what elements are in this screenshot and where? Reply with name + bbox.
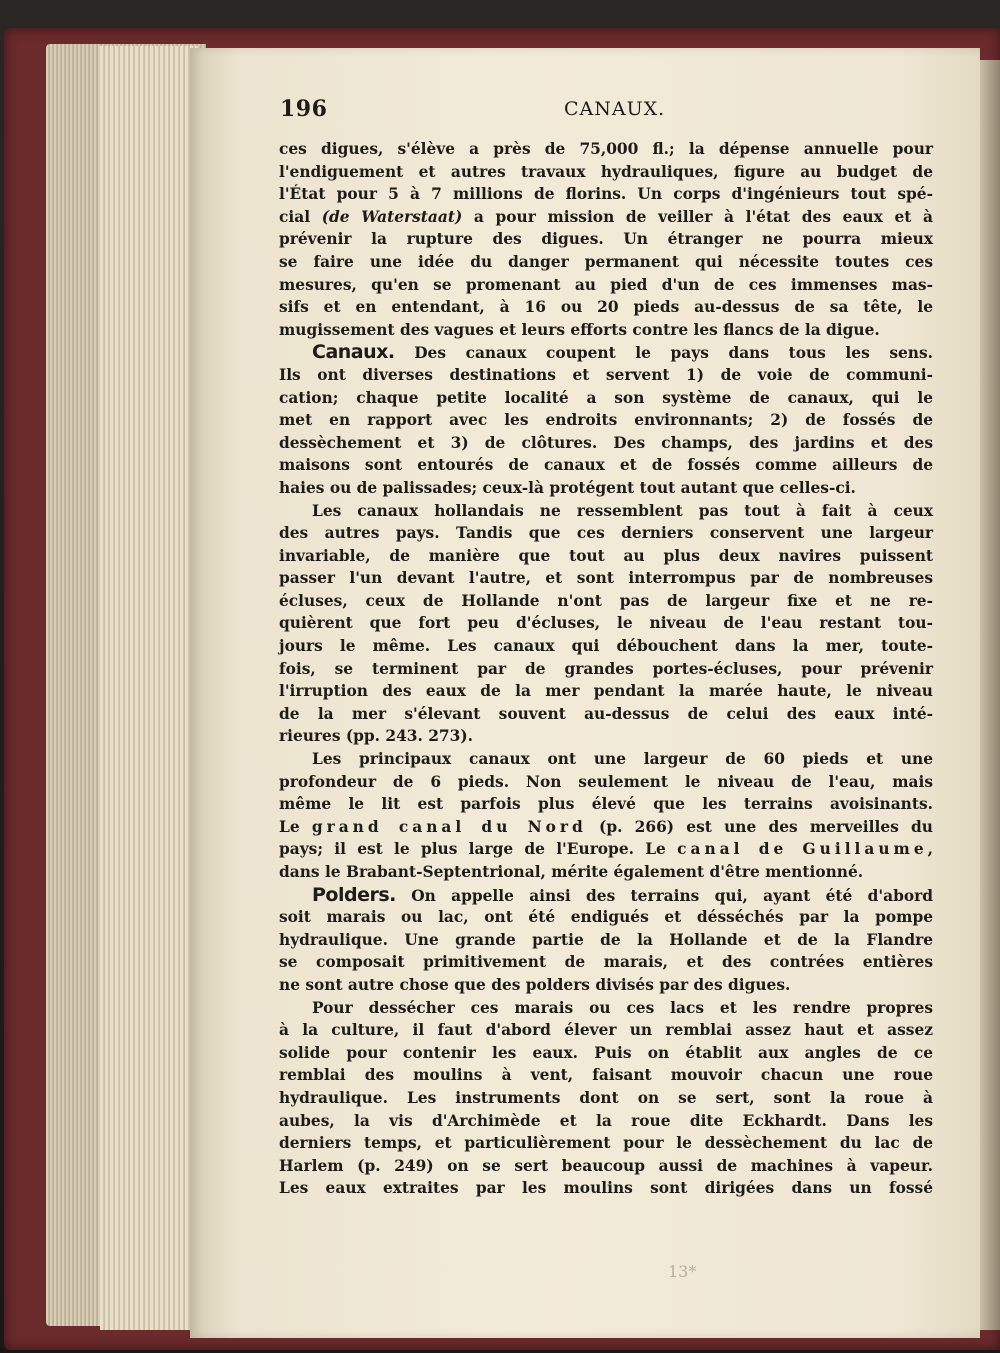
text-fragment: , (927, 840, 933, 859)
text-line: haies ou de palissades; ceux-là protégent tout autant que celles-ci. (279, 478, 856, 497)
text-line (279, 816, 933, 839)
text-line: passer l'un devant l'autre, et sont interrompus par de nombreuses (279, 569, 933, 588)
body-text (279, 138, 933, 1200)
text-line: solide pour contenir les eaux. Puis on établit aux angles de ce (279, 1043, 933, 1062)
text-line: derniers temps, et particulièrement pour le dessèchement du lac de (279, 1134, 933, 1153)
text-line: rieures (pp. 243. 273). (279, 727, 473, 746)
text-line: l'irruption des eaux de la mer pendant la marée haute, le niveau (279, 682, 933, 701)
text-line: cation; chaque petite localité a son système de canaux, qui le (279, 388, 933, 407)
text-line: l'État pour 5 à 7 millions de florins. Un corps d'ingénieurs tout spé- (279, 185, 933, 204)
spaced-term: grand canal du Nord (311, 817, 587, 836)
text-line: hydraulique. Les instruments dont on se sert, sont la roue à (279, 1088, 933, 1107)
text-line: met en rapport avec les endroits environnants; 2) de fossés de (279, 411, 933, 430)
text-line: invariable, de manière que tout au plus deux navires puissent (279, 546, 933, 565)
text-line: ces digues, s'élève a près de 75,000 fl.; la dépense annuelle pour (279, 140, 933, 158)
text-line: sifs et en entendant, à 16 ou 20 pieds au-dessus de sa tête, le (279, 298, 933, 317)
text-line: quièrent que fort peu d'écluses, le niveau de l'eau restant tou- (279, 614, 933, 633)
text-line: se faire une idée du danger permanent qui nécessite toutes ces (279, 252, 933, 271)
text-fragment: pays; il est le plus large de l'Europe. Le (279, 840, 678, 859)
text-line: maisons sont entourés de canaux et de fossés comme ailleurs de (279, 456, 933, 475)
text-fragment: Le (279, 817, 312, 836)
text-line: écluses, ceux de Hollande n'ont pas de largeur fixe et ne re- (279, 591, 933, 610)
text-line (279, 884, 933, 907)
text-fragment: On appelle ainsi des terrains qui, ayant été d'abord (395, 886, 933, 905)
spaced-term: canal de Guillaume (677, 840, 928, 859)
text-line: remblai des moulins à vent, faisant mouvoir chacun une roue (279, 1066, 933, 1085)
italic-term: (de Waterstaat) (321, 207, 463, 226)
text-line: de la mer s'élevant souvent au-dessus de celui des eaux inté- (279, 704, 933, 723)
text-line: dessèchement et 3) de clôtures. Des champs, des jardins et des (279, 433, 933, 452)
text-line: ne sont autre chose que des polders divisés par des digues. (279, 975, 791, 994)
text-line: Les principaux canaux ont une largeur de 60 pieds et une (312, 750, 933, 769)
text-line (279, 341, 933, 364)
text-line (279, 206, 933, 229)
text-line: aubes, la vis d'Archimède et la roue dite Eckhardt. Dans les (279, 1111, 933, 1130)
text-line: se composait primitivement de marais, et des contrées entières (279, 953, 933, 972)
section-heading-canaux: Canaux. (312, 341, 395, 364)
running-title: CANAUX. (564, 98, 666, 120)
text-line: hydraulique. Une grande partie de la Hollande et de la Flandre (279, 930, 933, 949)
page-number: 196 (280, 96, 328, 122)
text-line: prévenir la rupture des digues. Un étranger ne pourra mieux (279, 230, 933, 249)
page-stack (100, 46, 200, 1330)
text-line: Les canaux hollandais ne ressemblent pas tout à fait à ceux (312, 501, 933, 520)
text-fragment: Des canaux coupent le pays dans tous les sens. (394, 344, 933, 363)
text-fragment: a pour mission de veiller à l'état des eaux et à (462, 207, 933, 226)
text-line: même le lit est parfois plus élevé que les terrains avoisinants. (279, 795, 933, 814)
text-line: profondeur de 6 pieds. Non seulement le niveau de l'eau, mais (279, 772, 933, 791)
text-line: mugissement des vagues et leurs efforts contre les flancs de la digue. (279, 320, 880, 339)
text-line: Ils ont diverses destinations et servent 1) de voie de communi- (279, 365, 933, 384)
text-fragment: (p. 266) est une des merveilles du (586, 817, 933, 836)
text-line: dans le Brabant-Septentrional, mérite également d'être mentionné. (279, 863, 864, 881)
text-line: mesures, qu'en se promenant au pied d'un de ces immenses mas- (279, 275, 933, 294)
text-line: Harlem (p. 249) on se sert beaucoup aussi de machines à vapeur. (279, 1156, 933, 1175)
signature-mark: 13* (668, 1262, 697, 1281)
text-line: soit marais ou lac, ont été endigués et désséchés par la pompe (279, 908, 933, 927)
text-line: l'endiguement et autres travaux hydrauliques, figure au budget de (279, 162, 933, 181)
text-line: jours le même. Les canaux qui débouchent dans la mer, toute- (279, 637, 933, 656)
text-line (279, 838, 933, 861)
text-fragment: cial (279, 207, 322, 226)
facing-page-edge (980, 60, 1000, 1330)
text-line: Les eaux extraites par les moulins sont dirigées dans un fossé (279, 1179, 933, 1198)
text-line: fois, se terminent par de grandes portes-écluses, pour prévenir (279, 659, 933, 678)
text-line: à la culture, il faut d'abord élever un remblai assez haut et assez (279, 1021, 933, 1040)
page-header (280, 96, 932, 126)
text-line: des autres pays. Tandis que ces derniers conservent une largeur (279, 524, 933, 543)
section-heading-polders: Polders. (312, 883, 396, 906)
text-line: Pour dessécher ces marais ou ces lacs et les rendre propres (312, 998, 933, 1017)
